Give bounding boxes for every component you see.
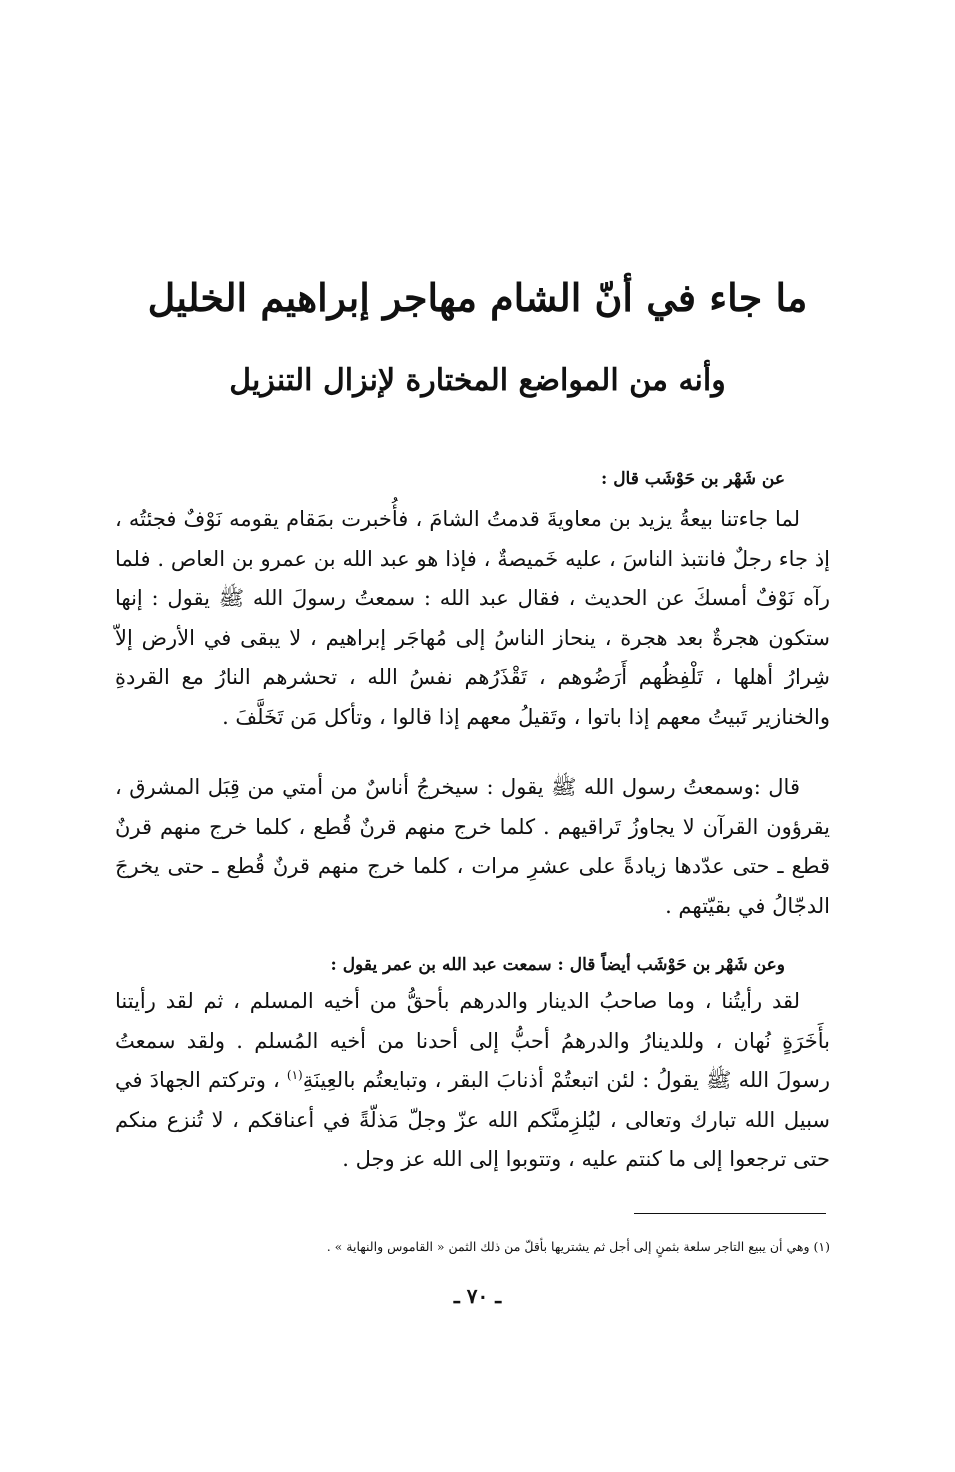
narration-intro-2: وعن شَهْر بن حَوْشَب أيضاً قال : سمعت عبد الله بن عمر يقول : [330,955,785,975]
footnote-divider [634,1213,826,1214]
hadith-paragraph-2 [115,768,830,926]
page-number: ـ ٧٠ ـ [453,1284,502,1308]
paragraph-text: لما جاءتنا بيعةُ يزيد بن معاويةَ قدمتُ الشامَ ، فأُخبرت بمَقام يقومه نَوْفٌ فجئتُه ، إذ جاء رجلٌ فانتبذ الناسَ ، عليه خَميصةٌ ، فإذا هو عبد الله بن عمرو بن العاص . فلما رآه نَوْفٌ أمسكَ عن الحديث ، فقال عبد الله : سمعتُ رسولَ الله ﷺ يقول : إنها ستكون هجرةٌ بعد هجرة ، ينحاز الناسُ إلى مُهاجَر إبراهيم ، لا يبقى في الأرض إلاّ شِرارُ أهلها ، تَلْفِظُهم أَرَضُوهم ، تَقْذَرُهم نفسُ الله ، تحشرهم النارُ مع القردةِ والخنازير تَبيتُ معهم إذا باتوا ، وتَقيلُ معهم إذا قالوا ، وتأكل مَن تَخَلَّفَ . [115,507,831,729]
hadith-paragraph-3 [115,982,830,1180]
paragraph-text-part-2: ، وتركتم الجهادَ في سبيل الله تبارك وتعالى ، ليُلزِمنَّكم الله عزّ وجلّ مَذلّةً في أعناقكم ، لا تُنزع منكم حتى ترجعوا إلى ما كنتم عليه ، وتتوبوا إلى الله عز وجل . [115,1068,830,1171]
paragraph-text [115,982,830,1180]
hadith-paragraph-1 [115,500,830,737]
footnote: (١) وهي أن يبيع التاجر سلعة بثمنٍ إلى أجل ثم يشتريها بأقلّ من ذلك الثمن « القاموس والنهاية » . [326,1239,830,1254]
footnote-reference: (١) [286,1068,303,1082]
paragraph-text-part-1: لقد رأيتُنا ، وما صاحبُ الدينار والدرهم بأحقُّ من أخيه المسلم ، ثم لقد رأيتنا بأَخَرَةٍ نُهان ، وللدينارُ والدرهمُ أحبُّ إلى أحدنا من أخيه المُسلم . ولقد سمعتُ رسولَ الله ﷺ يقولُ : لئن اتبعتُمْ أذنابَ البقر ، وتبايعتُم بالعِينَةِ [115,989,831,1092]
paragraph-text: قال :وسمعتُ رسول الله ﷺ يقول : سيخرجُ أناسٌ من أمتي من قِبَل المشرق ، يقرؤون القرآن لا يجاوزُ تَراقيهم . كلما خرج منهم قرنٌ قُطع ، كلما خرج منهم قرنٌ قطع ـ حتى عدّدها زيادةً على عشرِ مرات ، كلما خرج منهم قرنٌ قُطع ـ حتى يخرجَ الدجّالُ في بقيّتهم . [115,775,830,918]
narration-intro-1: عن شَهْر بن حَوْشَب قال : [601,469,785,489]
chapter-subtitle: وأنه من المواضع المختارة لإنزال التنزيل [229,363,726,398]
chapter-title: ما جاء في أنّ الشام مهاجر إبراهيم الخليل [147,275,808,320]
